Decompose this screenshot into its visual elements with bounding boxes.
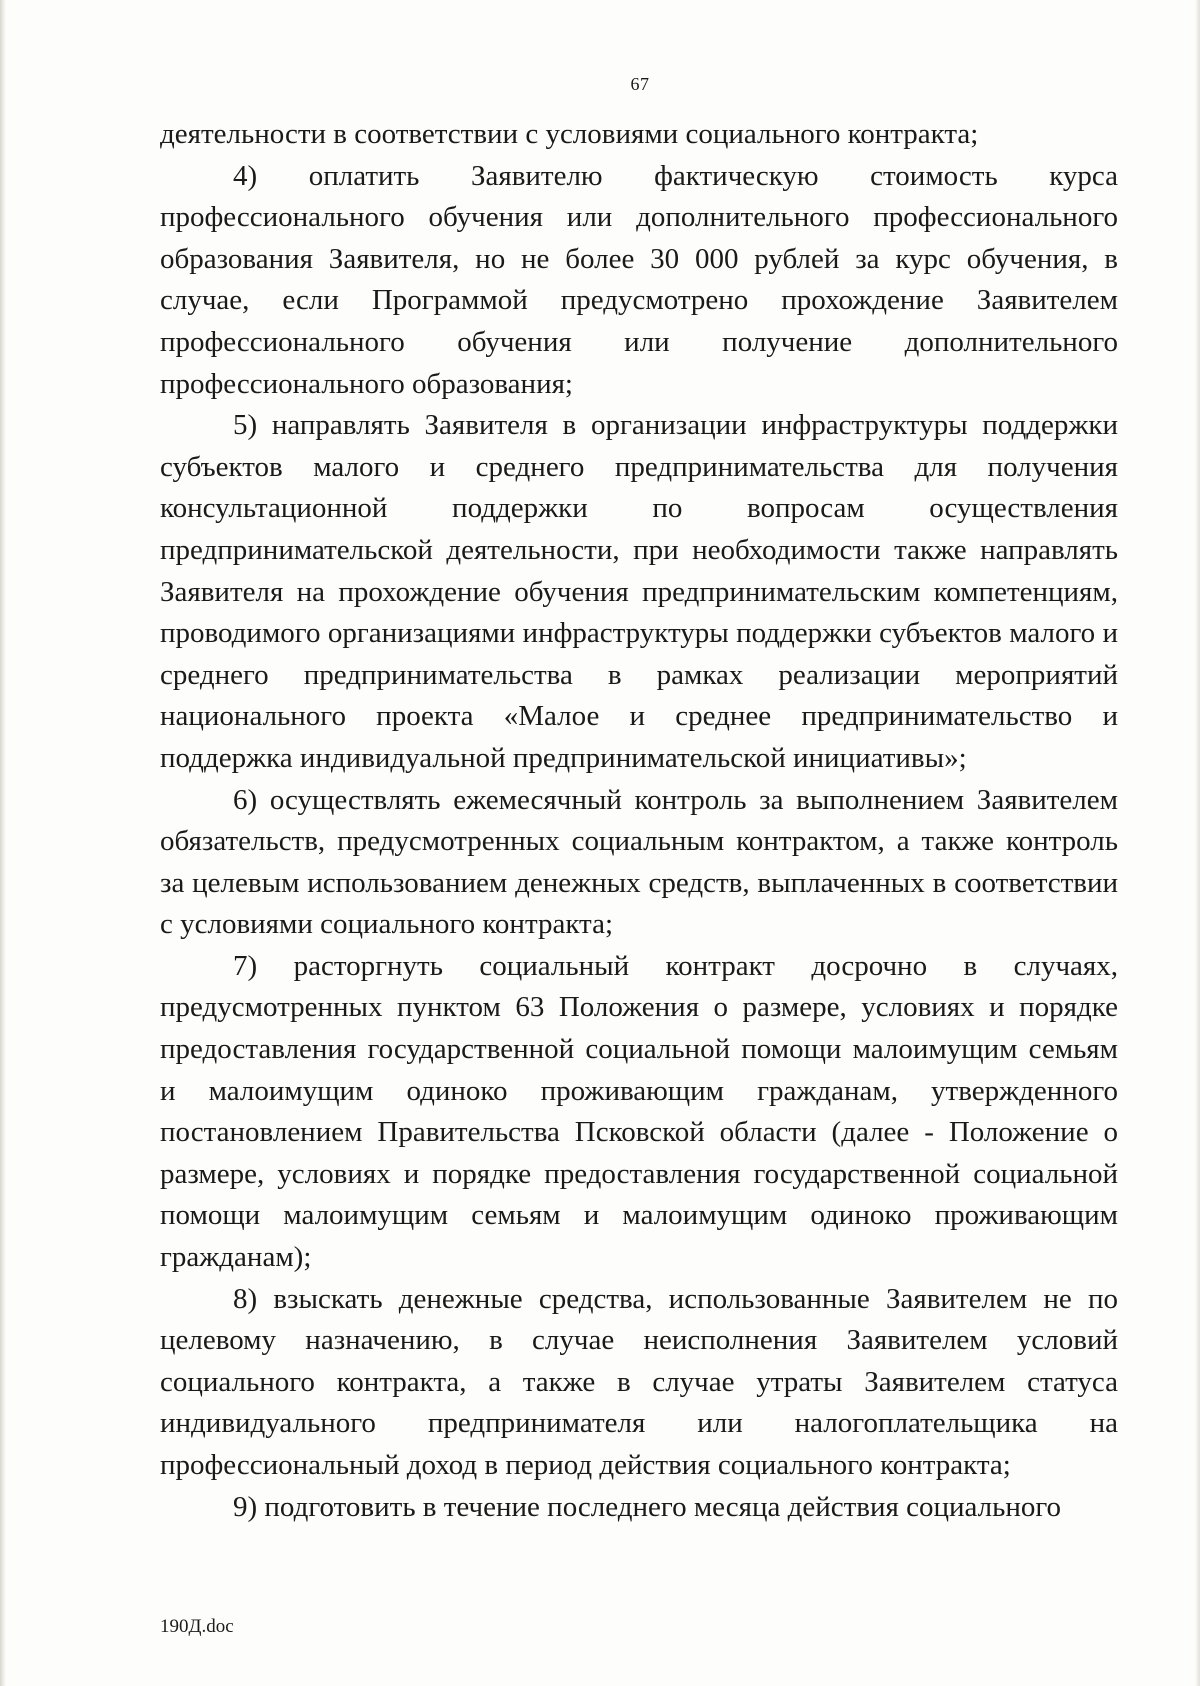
- footer-filename: 190Д.doc: [160, 1616, 234, 1637]
- scan-right-edge: [1195, 0, 1200, 1686]
- paragraph-item-5: 5) направлять Заявителя в организации инфраструктуры поддержки субъектов малого и среднего предпринимательства для получения консультационной поддержки по вопросам осуществления предпринимательской деятельности, при необходимости также направлять Заявителя на прохождение обучения предпринимательским компетенциям, проводимого организациями инфраструктуры поддержки субъектов малого и среднего предпринимательства в рамках реализации мероприятий национального проекта «Малое и среднее предпринимательство и поддержка индивидуальной предпринимательской инициативы»;: [160, 409, 1118, 774]
- paragraph-item-9: 9) подготовить в течение последнего месяца действия социального: [233, 1490, 1062, 1523]
- paragraph-item-8: 8) взыскать денежные средства, использованные Заявителем не по целевому назначению, в случае неисполнения Заявителем условий социального контракта, а также в случае утраты Заявителем статуса индивидуального предпринимателя или налогоплательщика на профессиональный доход в период действия социального контракта;: [160, 1282, 1118, 1481]
- paragraph-item-7: 7) расторгнуть социальный контракт досрочно в случаях, предусмотренных пунктом 63 Положения о размере, условиях и порядке предоставления государственной социальной помощи малоимущим семьям и малоимущим одиноко проживающим гражданам, утвержденного постановлением Правительства Псковской области (далее - Положение о размере, условиях и порядке предоставления государственной социальной помощи малоимущим семьям и малоимущим одиноко проживающим гражданам);: [160, 949, 1118, 1274]
- paragraph-continuation: деятельности в соответствии с условиями социального контракта;: [160, 118, 979, 150]
- paragraph-item-4: 4) оплатить Заявителю фактическую стоимость курса профессионального обучения или дополнительного профессионального образования Заявителя, но не более 30 000 рублей за курс обучения, в случае, если Программой предусмотрено прохождение Заявителем профессионального обучения или получение дополнительного профессионального образования;: [160, 159, 1118, 400]
- body-text: [160, 114, 1118, 1528]
- page-number: 67: [630, 74, 650, 94]
- paragraph-item-6: 6) осуществлять ежемесячный контроль за выполнением Заявителем обязательств, предусмотренных социальным контрактом, а также контроль за целевым использованием денежных средств, выплаченных в соответствии с условиями социального контракта;: [160, 783, 1118, 941]
- scan-left-edge: [0, 0, 6, 1686]
